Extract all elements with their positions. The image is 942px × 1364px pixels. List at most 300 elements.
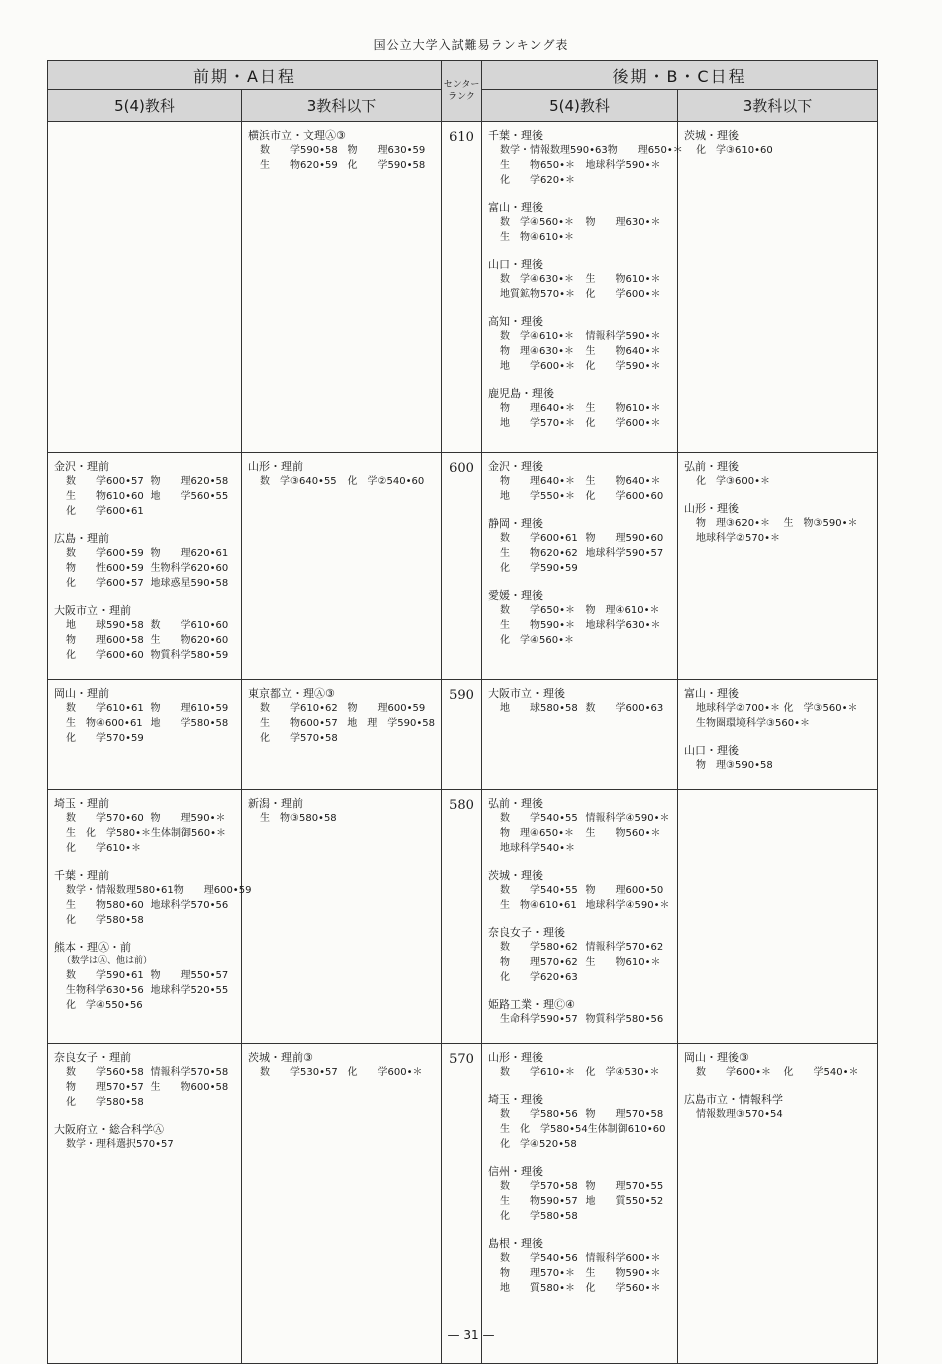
subject-line xyxy=(54,968,235,983)
subject-score: 数 学④630•＊ xyxy=(500,274,574,285)
subject-score: 化 学600•61 xyxy=(66,506,144,517)
subject-score: 物 性600•59 xyxy=(66,563,144,574)
subject-score: 地球科学②700•＊ xyxy=(696,703,780,714)
subject-score: 生 物③580•58 xyxy=(260,813,337,824)
university-entry xyxy=(488,925,671,985)
subject-line xyxy=(488,173,671,188)
rank-row xyxy=(48,122,878,453)
subject-score: 物 理630•＊ xyxy=(585,217,661,228)
cell-kouki3 xyxy=(678,122,878,453)
subject-line xyxy=(54,731,235,746)
subject-score: 化 学600•60 xyxy=(585,491,664,502)
subject-score: 地 学560•55 xyxy=(150,491,229,502)
subject-line xyxy=(54,898,235,913)
subject-score: 物 理600•59 xyxy=(173,885,252,896)
university-entry xyxy=(488,588,671,648)
subject-line xyxy=(488,230,671,245)
university-name: 姫路工業・理Ⓒ④ xyxy=(488,998,575,1011)
subject-line xyxy=(54,633,235,648)
university-name: 茨城・理前③ xyxy=(248,1051,313,1064)
subject-score: 物 理630•59 xyxy=(347,145,426,156)
subject-line xyxy=(488,416,671,431)
cell-zenki5 xyxy=(48,122,242,453)
subject-score: 情報科学570•58 xyxy=(150,1067,229,1078)
subject-line xyxy=(488,1122,671,1137)
subject-line xyxy=(488,1065,671,1080)
subject-score: 数 学540•56 xyxy=(500,1253,578,1264)
subject-score: 生物科学630•56 xyxy=(66,985,144,996)
subject-score: 化 学540•＊ xyxy=(783,1067,859,1078)
subject-line xyxy=(488,1012,671,1027)
center-rank-score: 580 xyxy=(442,790,482,1044)
university-name: 奈良女子・理後 xyxy=(488,926,566,939)
subject-score: 地球科学590•57 xyxy=(585,548,664,559)
subject-line xyxy=(54,913,235,928)
university-name: 岡山・理後③ xyxy=(684,1051,749,1064)
subject-line xyxy=(54,561,235,576)
zenki-three-subjects-header: 3教科以下 xyxy=(242,90,442,122)
university-name: 金沢・理前 xyxy=(54,460,109,473)
subject-score: 生 物650•＊ xyxy=(500,160,576,171)
university-entry xyxy=(684,686,871,731)
subject-score: 生物圏環境科学③560•＊ xyxy=(696,718,810,729)
subject-line xyxy=(488,1251,671,1266)
subject-score: 物 理620•58 xyxy=(150,476,229,487)
subject-score: 化 学③560•＊ xyxy=(783,703,858,714)
university-name: 茨城・理後 xyxy=(488,869,544,882)
subject-line xyxy=(54,648,235,663)
subject-line xyxy=(488,970,671,985)
subject-score: 化 学620•63 xyxy=(500,972,578,983)
university-name: 奈良女子・理前 xyxy=(54,1051,131,1064)
university-name: 大阪府立・総合科学Ⓐ xyxy=(54,1123,164,1136)
subject-score: 化 学560•＊ xyxy=(585,1283,661,1294)
center-rank-header: センターランク xyxy=(442,61,482,122)
cell-kouki3 xyxy=(678,680,878,790)
subject-score: 生 物610•＊ xyxy=(585,274,661,285)
university-name: 高知・理後 xyxy=(488,315,544,328)
subject-score: 物 理590•60 xyxy=(585,533,664,544)
university-note: （数学はⒶ、他は前） xyxy=(62,956,153,966)
university-name: 東京都立・理Ⓐ③ xyxy=(248,687,335,700)
subject-score: 化 学④530•＊ xyxy=(585,1067,660,1078)
university-entry xyxy=(684,459,871,489)
university-name: 弘前・理後 xyxy=(684,460,740,473)
university-name: 岡山・理前 xyxy=(54,687,109,700)
subject-line xyxy=(54,474,235,489)
subject-line xyxy=(488,826,671,841)
subject-score: 物 理④610•＊ xyxy=(585,605,660,616)
subject-score: 物 理570•62 xyxy=(500,957,578,968)
subject-score: 数 学③640•55 xyxy=(260,476,337,487)
rank-row xyxy=(48,790,878,1044)
cell-kouki3 xyxy=(678,1044,878,1364)
subject-line xyxy=(488,1179,671,1194)
university-entry xyxy=(488,1092,671,1152)
subject-line xyxy=(488,883,671,898)
university-name: 熊本・理Ⓐ・前 xyxy=(54,941,131,954)
subject-line xyxy=(54,811,235,826)
subject-line xyxy=(54,841,235,856)
subject-score: 数 学580•62 xyxy=(500,942,578,953)
university-entry xyxy=(54,686,235,746)
subject-line xyxy=(488,811,671,826)
university-name: 広島・理前 xyxy=(54,532,109,545)
subject-line xyxy=(248,158,435,173)
subject-score: 数 学590•58 xyxy=(260,145,338,156)
cell-zenki3 xyxy=(242,122,442,453)
subject-score: 化 学590•58 xyxy=(347,160,426,171)
subject-line xyxy=(684,1107,871,1122)
university-entry xyxy=(488,1236,671,1296)
subject-score: 情報科学590•＊ xyxy=(585,331,661,342)
subject-score: 数 学540•55 xyxy=(500,885,578,896)
university-name: 富山・理後 xyxy=(684,687,740,700)
subject-score: 数学・理科選択570•57 xyxy=(66,1139,174,1150)
subject-line xyxy=(54,504,235,519)
university-entry xyxy=(248,459,435,489)
subject-score: 数 学600•＊ xyxy=(696,1067,772,1078)
subject-line xyxy=(488,158,671,173)
subject-score: 生体制御610•60 xyxy=(587,1124,666,1135)
university-entry xyxy=(488,200,671,245)
cell-zenki3 xyxy=(242,790,442,1044)
subject-score: 地 球590•58 xyxy=(66,620,144,631)
university-entry xyxy=(488,314,671,374)
subject-score: 物 理640•＊ xyxy=(500,476,576,487)
university-name: 山形・理後 xyxy=(684,502,740,515)
subject-score: 化 学580•58 xyxy=(500,1211,578,1222)
zenki-five-subjects-header: 5(4)教科 xyxy=(48,90,242,122)
subject-score: 生 物640•＊ xyxy=(585,346,661,357)
subject-line xyxy=(248,1065,435,1080)
page-title: 国公立大学入試難易ランキング表 xyxy=(373,38,569,52)
cell-kouki5 xyxy=(482,122,683,453)
subject-score: 生 物600•57 xyxy=(260,718,338,729)
subject-score: 生 化 学580•＊ xyxy=(66,828,151,839)
subject-score: 情報数理③570•54 xyxy=(696,1109,783,1120)
subject-line xyxy=(248,716,435,731)
subject-score: 生 物640•＊ xyxy=(585,476,661,487)
cell-kouki5 xyxy=(482,790,678,1044)
subject-score: 数学・情報数理590•63 xyxy=(500,145,608,156)
subject-score: 物 理610•59 xyxy=(150,703,229,714)
university-entry xyxy=(248,686,435,746)
subject-score: 生命科学590•57 xyxy=(500,1014,578,1025)
zenki-header: 前期・A日程 xyxy=(48,61,442,90)
cell-kouki5 xyxy=(482,1044,678,1364)
center-rank-score: 570 xyxy=(442,1044,482,1364)
page-number: — 31 — xyxy=(447,1328,495,1342)
university-entry xyxy=(248,128,435,173)
subject-score: 数 学530•57 xyxy=(260,1067,338,1078)
subject-score: 地球科学540•＊ xyxy=(500,843,576,854)
subject-line xyxy=(54,576,235,591)
subject-score: 地球科学520•55 xyxy=(150,985,229,996)
university-entry xyxy=(488,1050,671,1080)
subject-score: 数 学600•63 xyxy=(585,703,664,714)
subject-score: 生 物590•＊ xyxy=(500,620,576,631)
subject-score: 地 学550•＊ xyxy=(500,491,576,502)
university-entry xyxy=(54,940,235,1013)
subject-score: 物質科学580•56 xyxy=(585,1014,664,1025)
rank-row xyxy=(48,680,878,790)
subject-score: 物 理③620•＊ xyxy=(696,518,770,529)
subject-line xyxy=(488,359,671,374)
subject-line xyxy=(488,603,671,618)
cell-zenki5 xyxy=(48,790,252,1044)
subject-score: 数 学④610•＊ xyxy=(500,331,574,342)
university-entry xyxy=(488,459,671,504)
subject-score: 情報科学600•＊ xyxy=(585,1253,661,1264)
subject-score: 化 学③600•＊ xyxy=(696,476,770,487)
rank-row xyxy=(48,453,878,680)
subject-score: 生 物590•＊ xyxy=(585,1268,661,1279)
university-entry xyxy=(684,743,871,773)
subject-score: 生 物620•60 xyxy=(150,635,229,646)
subject-score: 数 学560•58 xyxy=(66,1067,144,1078)
subject-line xyxy=(54,701,235,716)
subject-score: 物 理570•55 xyxy=(585,1181,664,1192)
subject-line xyxy=(248,731,435,746)
subject-score: 生 物580•60 xyxy=(66,900,144,911)
university-name: 大阪市立・理前 xyxy=(54,604,131,617)
subject-score: 化 学600•＊ xyxy=(585,289,661,300)
university-entry xyxy=(248,796,435,826)
subject-line xyxy=(54,1137,235,1152)
subject-line xyxy=(488,287,671,302)
subject-score: 数 学600•59 xyxy=(66,548,144,559)
university-entry xyxy=(684,128,871,158)
center-rank-score: 600 xyxy=(442,453,482,680)
subject-line xyxy=(488,841,671,856)
subject-line xyxy=(488,1266,671,1281)
university-entry xyxy=(54,1050,235,1110)
subject-score: 物質科学580•59 xyxy=(150,650,229,661)
subject-line xyxy=(54,1095,235,1110)
cell-kouki5 xyxy=(482,453,678,680)
university-name: 山口・理後 xyxy=(684,744,740,757)
subject-line xyxy=(54,883,252,898)
subject-score: 生 物610•＊ xyxy=(585,957,661,968)
subject-line xyxy=(488,561,671,576)
subject-score: 地 学570•＊ xyxy=(500,418,576,429)
subject-score: 地質鉱物570•＊ xyxy=(500,289,576,300)
subject-score: 数 学④560•＊ xyxy=(500,217,574,228)
subject-score: 数 学580•56 xyxy=(500,1109,578,1120)
university-entry xyxy=(54,531,235,591)
subject-line xyxy=(684,516,871,531)
kouki-header: 後期・B・C日程 xyxy=(482,61,878,90)
subject-score: 数 学610•61 xyxy=(66,703,144,714)
subject-score: 生 化 学580•54 xyxy=(500,1124,588,1135)
subject-score: 情報科学570•62 xyxy=(585,942,664,953)
subject-line xyxy=(488,618,671,633)
university-entry xyxy=(684,1050,871,1080)
cell-zenki5 xyxy=(48,1044,242,1364)
university-entry xyxy=(54,459,235,519)
subject-line xyxy=(54,998,235,1013)
subject-line xyxy=(684,1065,871,1080)
subject-score: 生 物④600•61 xyxy=(66,718,143,729)
subject-score: 物 理620•61 xyxy=(150,548,229,559)
subject-line xyxy=(248,143,435,158)
subject-score: 地 質580•＊ xyxy=(500,1283,576,1294)
university-entry xyxy=(488,997,671,1027)
subject-score: 生体制御560•＊ xyxy=(151,828,226,839)
subject-score: 物 理④630•＊ xyxy=(500,346,574,357)
university-name: 新潟・理前 xyxy=(248,797,303,810)
subject-score: 地 理 学590•58 xyxy=(347,718,436,729)
university-name: 横浜市立・文理Ⓐ③ xyxy=(248,129,346,142)
subject-score: 物 理570•＊ xyxy=(500,1268,576,1279)
university-name: 愛媛・理後 xyxy=(488,589,544,602)
cell-kouki5 xyxy=(482,680,678,790)
subject-line xyxy=(54,546,235,561)
subject-line xyxy=(248,474,435,489)
university-name: 千葉・理前 xyxy=(54,869,109,882)
subject-score: 物 理650•＊ xyxy=(607,145,683,156)
university-name: 山形・理後 xyxy=(488,1051,544,1064)
subject-score: 物 理③590•58 xyxy=(696,760,773,771)
subject-line xyxy=(684,143,871,158)
subject-score: 生物科学620•60 xyxy=(150,563,229,574)
subject-line xyxy=(488,1194,671,1209)
subject-score: 生 物620•62 xyxy=(500,548,578,559)
subject-line xyxy=(488,633,671,648)
subject-line xyxy=(54,618,235,633)
subject-score: 地 質550•52 xyxy=(585,1196,664,1207)
cell-kouki3 xyxy=(678,790,878,1044)
subject-score: 化 学580•58 xyxy=(66,915,144,926)
subject-line xyxy=(488,940,671,955)
subject-line xyxy=(54,1080,235,1095)
university-entry xyxy=(488,516,671,576)
university-entry xyxy=(488,1164,671,1224)
subject-score: 数 学600•61 xyxy=(500,533,578,544)
subject-line xyxy=(488,1209,671,1224)
subject-score: 地球科学④590•＊ xyxy=(585,900,670,911)
university-entry xyxy=(684,1092,871,1122)
cell-zenki3 xyxy=(242,453,442,680)
center-rank-score: 590 xyxy=(442,680,482,790)
university-entry xyxy=(248,1050,435,1080)
subject-score: 数 学610•＊ xyxy=(500,1067,576,1078)
subject-score: 生 物620•59 xyxy=(260,160,338,171)
university-entry xyxy=(54,868,252,928)
subject-line xyxy=(54,826,235,841)
kouki-five-subjects-header: 5(4)教科 xyxy=(482,90,678,122)
subject-score: 化 学580•58 xyxy=(66,1097,144,1108)
subject-line xyxy=(248,811,435,826)
subject-score: 数 学600•57 xyxy=(66,476,144,487)
subject-score: 化 学600•60 xyxy=(66,650,144,661)
university-name: 島根・理後 xyxy=(488,1237,544,1250)
subject-line xyxy=(684,474,871,489)
subject-score: 化 学④520•58 xyxy=(500,1139,577,1150)
subject-score: 数 学590•61 xyxy=(66,970,144,981)
university-entry xyxy=(488,386,671,431)
subject-line xyxy=(488,1281,671,1296)
subject-line xyxy=(54,1065,235,1080)
subject-score: 数学・情報数理580•61 xyxy=(66,885,174,896)
subject-score: 化 学590•＊ xyxy=(585,361,661,372)
subject-line xyxy=(488,329,671,344)
subject-line xyxy=(248,701,435,716)
cell-zenki5 xyxy=(48,453,242,680)
subject-score: 数 学610•60 xyxy=(150,620,229,631)
subject-score: 地球科学630•＊ xyxy=(585,620,661,631)
subject-line xyxy=(54,489,235,504)
subject-line xyxy=(488,474,671,489)
subject-line xyxy=(488,898,671,913)
university-name: 大阪市立・理後 xyxy=(488,687,566,700)
subject-score: 地 学580•58 xyxy=(150,718,229,729)
university-entry xyxy=(684,501,871,546)
subject-line xyxy=(54,716,235,731)
subject-line xyxy=(684,758,871,773)
university-name: 金沢・理後 xyxy=(488,460,544,473)
subject-score: 地球科学570•56 xyxy=(150,900,229,911)
subject-score: 生 物610•＊ xyxy=(585,403,661,414)
subject-score: 化 学④550•56 xyxy=(66,1000,143,1011)
subject-score: 地球惑星590•58 xyxy=(150,578,229,589)
subject-line xyxy=(54,983,235,998)
subject-score: 物 理600•50 xyxy=(585,885,664,896)
university-name: 千葉・理後 xyxy=(488,129,544,142)
subject-score: 生 物590•57 xyxy=(500,1196,578,1207)
university-name: 富山・理後 xyxy=(488,201,544,214)
university-entry xyxy=(488,686,671,716)
university-name: 信州・理後 xyxy=(488,1165,544,1178)
subject-score: 生 物610•60 xyxy=(66,491,144,502)
subject-score: 物 理640•＊ xyxy=(500,403,576,414)
subject-score: 地 球580•58 xyxy=(500,703,578,714)
subject-line xyxy=(488,531,671,546)
subject-score: 生 物④610•61 xyxy=(500,900,577,911)
subject-score: 生 物④610•＊ xyxy=(500,232,574,243)
subject-score: 数 学570•58 xyxy=(500,1181,578,1192)
subject-score: 生 物560•＊ xyxy=(585,828,661,839)
university-entry xyxy=(54,1122,235,1152)
subject-score: 数 学650•＊ xyxy=(500,605,576,616)
cell-zenki3 xyxy=(242,1044,442,1364)
university-entry xyxy=(54,796,235,856)
subject-line xyxy=(488,1107,671,1122)
university-name: 茨城・理後 xyxy=(684,129,740,142)
subject-line xyxy=(488,701,671,716)
subject-score: 化 学600•＊ xyxy=(347,1067,423,1078)
university-name: 山形・理前 xyxy=(248,460,303,473)
subject-line xyxy=(488,272,671,287)
subject-score: 化 学②540•60 xyxy=(347,476,425,487)
university-entry xyxy=(488,257,671,302)
subject-score: 地球科学590•＊ xyxy=(585,160,661,171)
subject-score: 物 理600•59 xyxy=(347,703,426,714)
subject-score: 生 物600•58 xyxy=(150,1082,229,1093)
kouki-three-subjects-header: 3教科以下 xyxy=(678,90,878,122)
subject-score: 化 学③610•60 xyxy=(696,145,773,156)
university-name: 埼玉・理前 xyxy=(54,797,109,810)
center-rank-score: 610 xyxy=(442,122,482,453)
subject-line xyxy=(488,401,671,416)
subject-score: 物 理550•57 xyxy=(150,970,229,981)
cell-kouki3 xyxy=(678,453,878,680)
subject-line xyxy=(488,546,671,561)
cell-zenki3 xyxy=(242,680,442,790)
subject-line xyxy=(684,531,871,546)
subject-score: 物 理600•58 xyxy=(66,635,144,646)
